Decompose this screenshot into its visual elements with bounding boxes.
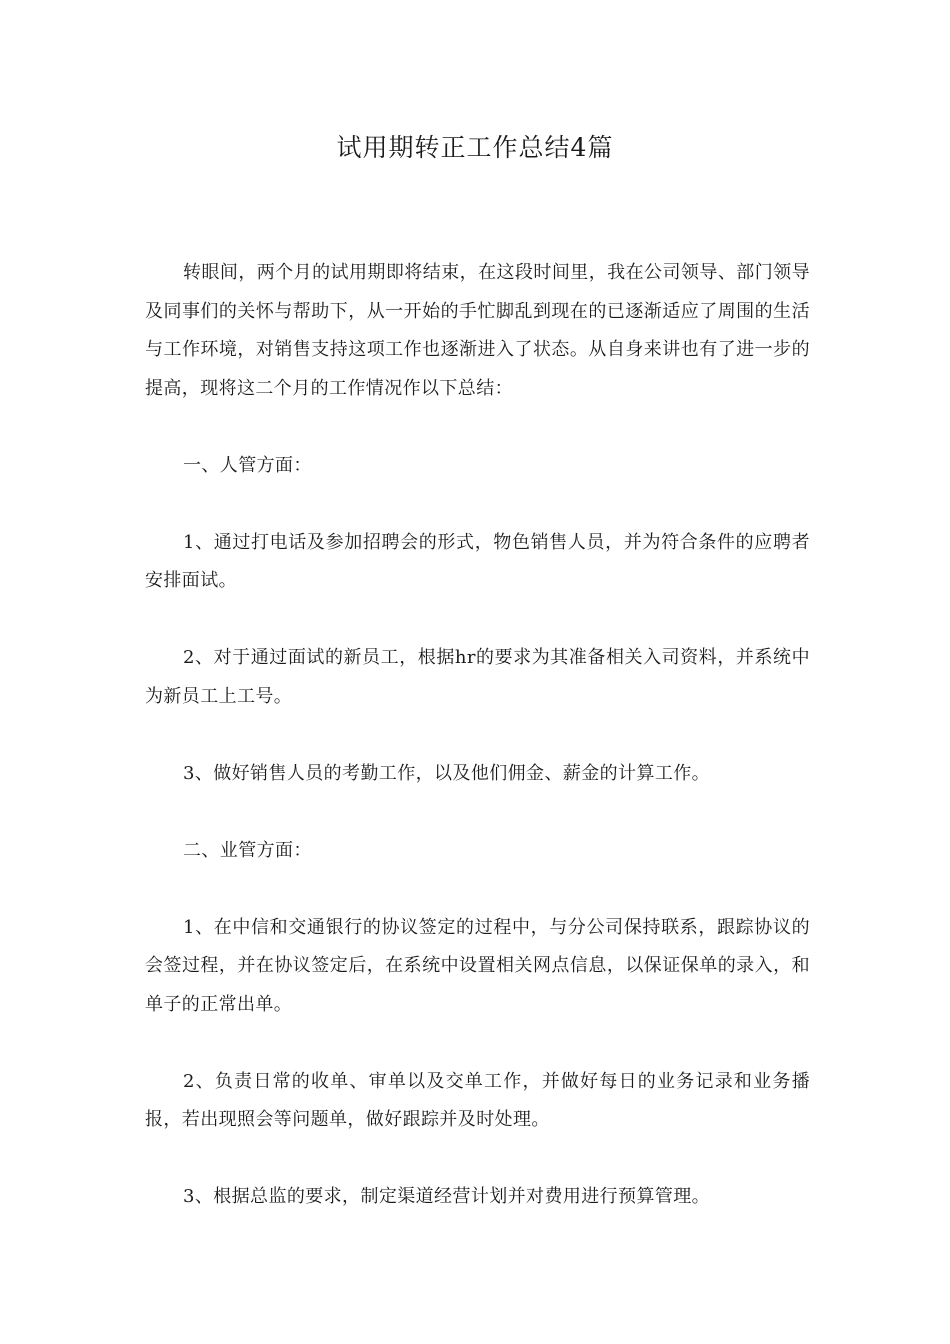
section-heading-personnel: 一、人管方面：: [183, 454, 312, 476]
intro-paragraph: 转眼间，两个月的试用期即将结束，在这段时间里，我在公司领导、部门领导及同事们的关怀与帮助下，从一开始的手忙脚乱到现在的已逐渐适应了周围的生活与工作环境，对销售支持这项工作也逐渐进入了状态。从自身来讲也有了进一步的提高，现将这二个月的工作情况作以下总结：: [145, 262, 810, 399]
paragraph-gap: [145, 601, 810, 640]
paragraph-gap: [145, 793, 810, 832]
business-item-3: 3、根据总监的要求，制定渠道经营计划并对费用进行预算管理。: [183, 1186, 711, 1207]
document-body: [145, 254, 810, 1217]
personnel-item-1: 1、通过打电话及参加招聘会的形式，物色销售人员，并为符合条件的应聘者安排面试。: [145, 531, 810, 591]
personnel-item-2: 2、对于通过面试的新员工，根据hr的要求为其准备相关入司资料，并系统中为新员工上工号。: [145, 647, 810, 707]
personnel-item-3: 3、做好销售人员的考勤工作，以及他们佣金、薪金的计算工作。: [183, 762, 711, 784]
paragraph-gap: [145, 716, 810, 755]
paragraph-gap: [145, 1024, 810, 1063]
section-heading-business: 二、业管方面：: [183, 839, 312, 861]
business-item-2: 2、负责日常的收单、审单以及交单工作，并做好每日的业务记录和业务播报，若出现照会等问题单，做好跟踪并及时处理。: [145, 1070, 810, 1130]
business-item-1: 1、在中信和交通银行的协议签定的过程中，与分公司保持联系，跟踪协议的会签过程，并在协议签定后，在系统中设置相关网点信息，以保证保单的录入，和单子的正常出单。: [145, 916, 810, 1015]
document-title: 试用期转正工作总结4篇: [336, 133, 614, 162]
paragraph-gap: [145, 408, 810, 447]
paragraph-gap: [145, 1140, 810, 1179]
paragraph-gap: [145, 485, 810, 524]
paragraph-gap: [145, 870, 810, 909]
